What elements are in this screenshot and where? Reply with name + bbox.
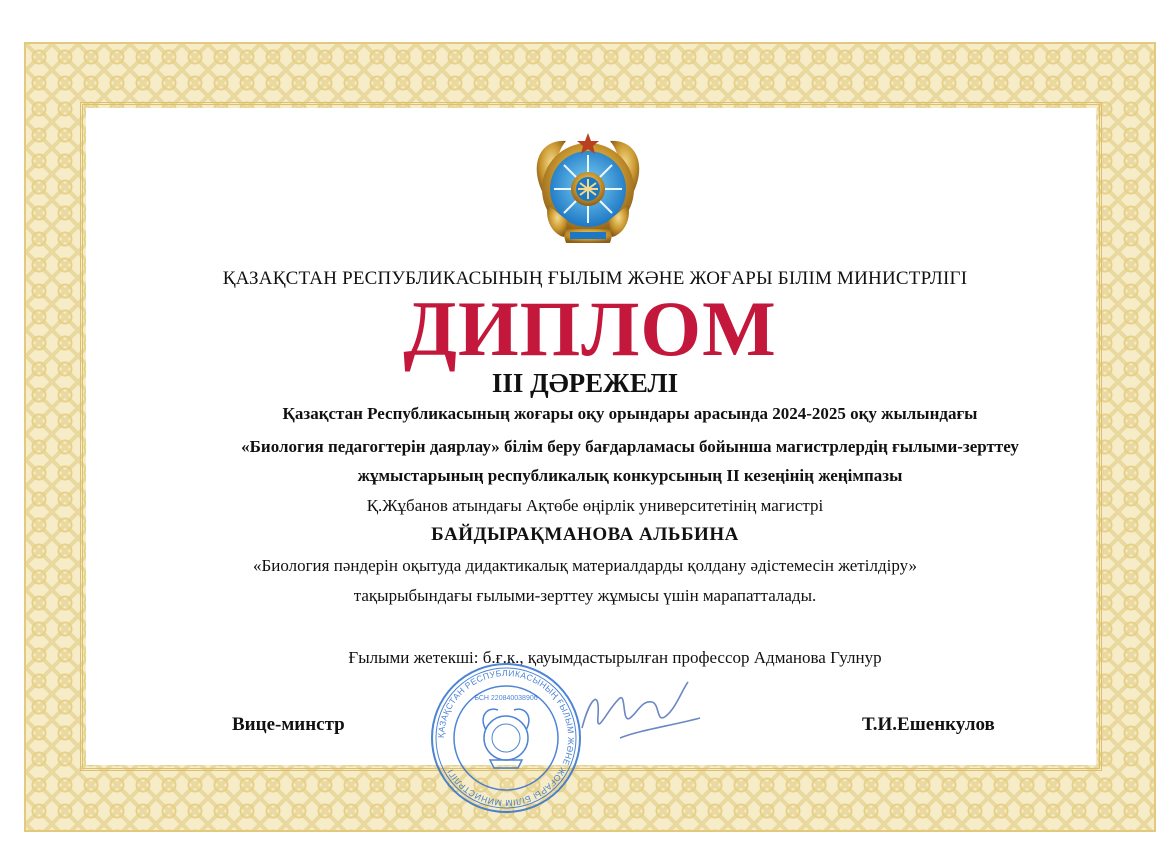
research-topic: «Биология пәндерін оқытуда дидактикалық материалдарды қолдану әдістемесін жетілдіру» (252, 556, 918, 575)
award-text: тақырыбындағы ғылыми-зерттеу жұмысы үшін марапатталады. (353, 586, 817, 605)
description-line-3: жұмыстарының республикалық конкурсының ІІ кезеңінің жеңімпазы (357, 466, 903, 485)
state-emblem-icon (524, 125, 652, 255)
handwritten-signature (560, 668, 710, 758)
recipient-university: Қ.Жұбанов атындағы Ақтөбе өңірлік университетінің магистрі (366, 496, 824, 515)
diploma-degree: III ДӘРЕЖЕЛІ (491, 368, 679, 398)
signer-name: Т.И.Ешенкулов (862, 714, 995, 735)
description-line-2: «Биология педагогтерін даярлау» білім беру бағдарламасы бойынша магистрлердің ғылыми-зерттеу (241, 437, 1019, 456)
svg-text:ҚАЗАҚСТАН РЕСПУБЛИКАСЫНЫҢ ҒЫЛЫ (436, 668, 576, 808)
signer-position: Вице-минстр (232, 714, 345, 735)
ministry-name: ҚАЗАҚСТАН РЕСПУБЛИКАСЫНЫҢ ҒЫЛЫМ ЖӘНЕ ЖОҒАРЫ БІЛІМ МИНИСТРЛІГІ (222, 268, 968, 289)
supervisor: Ғылыми жетекші: б.ғ.к., қауымдастырылған профессор Адманова Гулнур (348, 648, 882, 667)
diploma-title: ДИПЛОМ (403, 285, 777, 372)
recipient-name: БАЙДЫРАҚМАНОВА АЛЬБИНА (431, 524, 739, 545)
description-line-1: Қазақстан Республикасының жоғары оқу орындары арасында 2024-2025 оқу жылындағы (282, 404, 978, 423)
stamp-bin: БСН 220840038906 (474, 695, 538, 702)
stamp-ring-text: ҚАЗАҚСТАН РЕСПУБЛИКАСЫНЫҢ ҒЫЛЫМ ЖӘНЕ ЖОҒАРЫ БІЛІМ МИНИСТРЛІГІ (435, 667, 577, 809)
